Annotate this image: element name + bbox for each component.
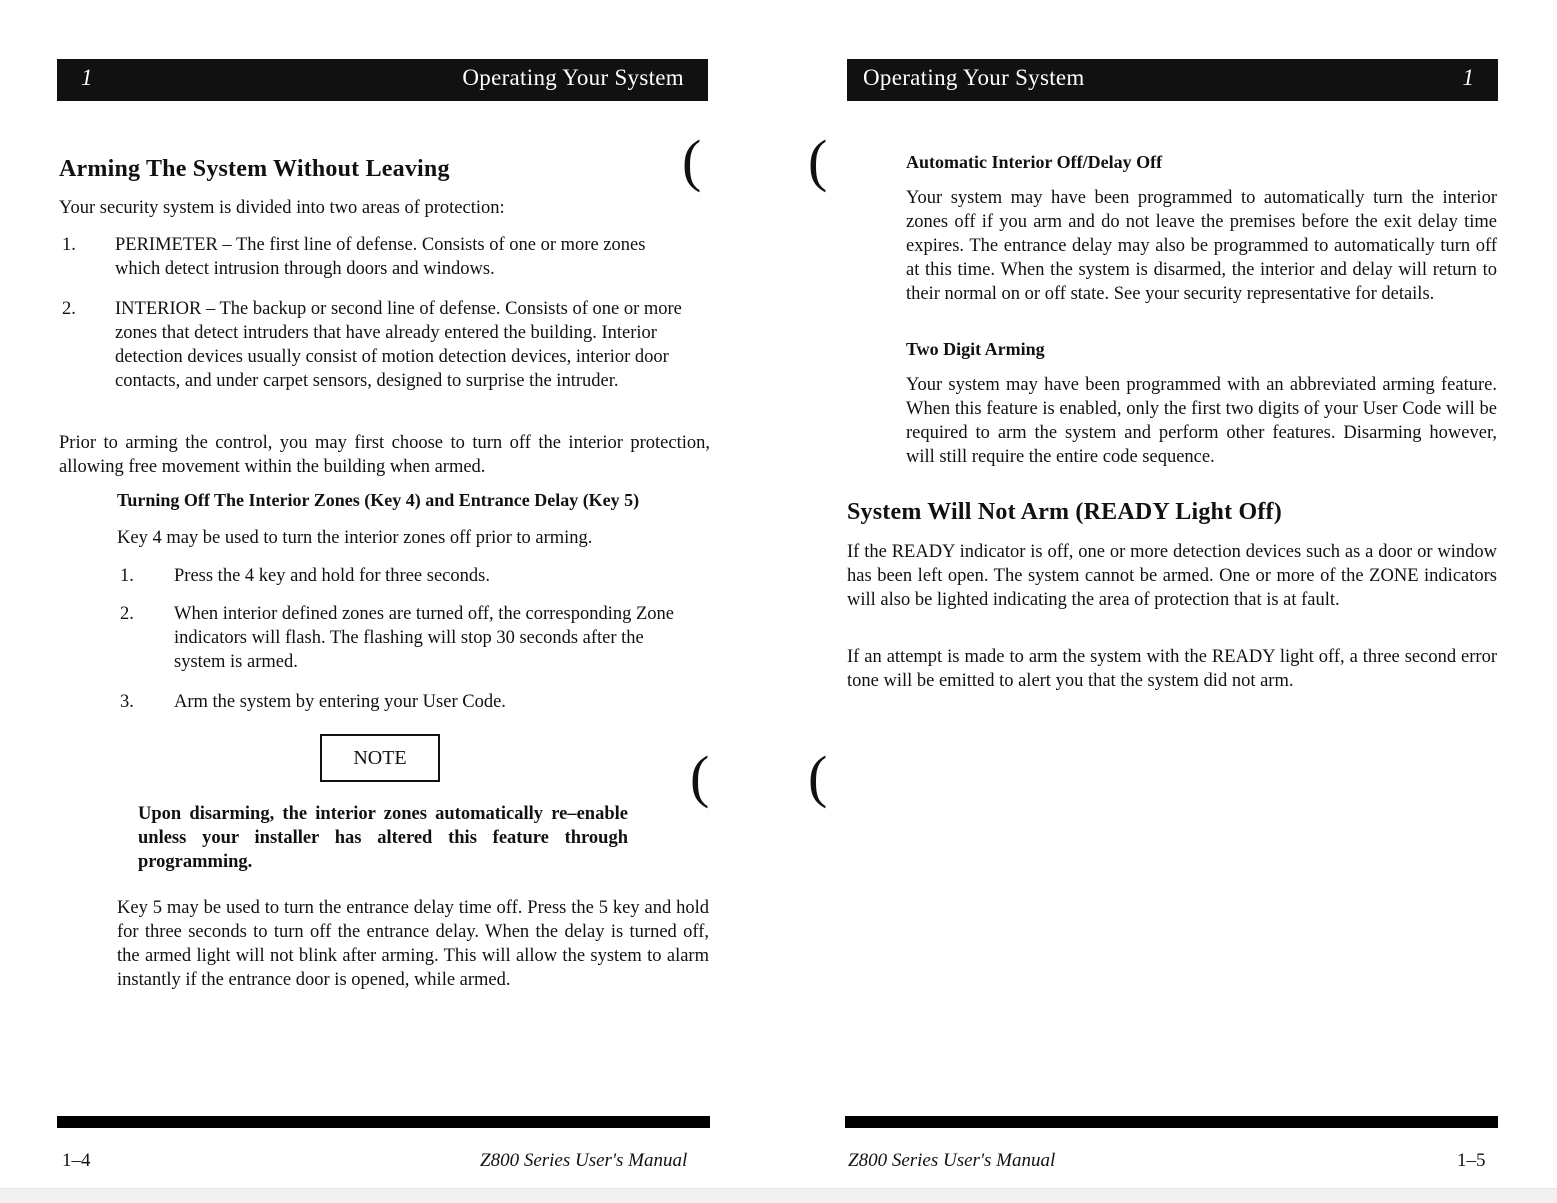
right-sub-two-digit: Two Digit Arming xyxy=(906,339,1045,359)
right-sub-auto-interior: Automatic Interior Off/Delay Off xyxy=(906,152,1163,172)
area-number: 2. xyxy=(62,299,76,319)
left-header-title: Operating Your System xyxy=(462,65,684,90)
key4-paragraph: Key 4 may be used to turn the interior zones off prior to arming. xyxy=(117,528,593,548)
step-item-3 xyxy=(120,690,680,716)
left-manual-title: Z800 Series User's Manual xyxy=(480,1150,688,1171)
left-chapter-number: 1 xyxy=(81,65,93,90)
note-box xyxy=(320,734,440,782)
step-number: 2. xyxy=(120,604,134,624)
right-footer-rule xyxy=(845,1116,1498,1128)
left-header-bar xyxy=(57,59,708,101)
right-paragraph-error-tone: If an attempt is made to arm the system with the READY light off, a three second error tone will be emitted to alert you that the system did not arm. xyxy=(847,647,1497,691)
right-page-number: 1–5 xyxy=(1457,1150,1486,1171)
scan-bottom-edge xyxy=(0,1188,1557,1203)
step-number: 3. xyxy=(120,692,134,712)
right-header-bar xyxy=(847,59,1498,101)
left-prior-paragraph: Prior to arming the control, you may first choose to turn off the interior protection, allowing free movement within the building when armed. xyxy=(59,433,710,477)
right-section-heading: System Will Not Arm (READY Light Off) xyxy=(847,499,1282,525)
step-text: When interior defined zones are turned off, the corresponding Zone indicators will flash. The flashing will stop 30 seconds after the system is armed. xyxy=(174,604,674,672)
binding-hole-mark: ( xyxy=(682,128,702,193)
left-intro: Your security system is divided into two areas of protection: xyxy=(59,198,505,218)
right-header-title: Operating Your System xyxy=(863,65,1085,90)
left-page-number: 1–4 xyxy=(62,1150,91,1171)
step-item-2 xyxy=(120,602,680,678)
area-item-perimeter xyxy=(62,233,662,283)
right-paragraph-auto-interior: Your system may have been programmed to automatically turn the interior zones off if you arm and do not leave the premises before the exit delay time expires. The entrance delay may also be programmed to automatically turn off at this time. When the system is disarmed, the interior and delay will return to their normal on or off state. See your security representative for details. xyxy=(906,188,1497,304)
left-footer-rule xyxy=(57,1116,710,1128)
binding-hole-mark: ( xyxy=(808,128,828,193)
note-text: Upon disarming, the interior zones automatically re–enable unless your installer has altered this feature through programming. xyxy=(138,804,628,872)
right-manual-title: Z800 Series User's Manual xyxy=(848,1150,1056,1171)
step-item-1 xyxy=(120,564,680,590)
key5-paragraph: Key 5 may be used to turn the entrance delay time off. Press the 5 key and hold for three seconds to turn off the entrance delay. When the delay is turned off, the armed light will not blink after arming. This will allow the system to alarm instantly if the entrance door is opened, while armed. xyxy=(117,898,709,990)
left-subheading: Turning Off The Interior Zones (Key 4) and Entrance Delay (Key 5) xyxy=(117,490,640,510)
step-text: Press the 4 key and hold for three seconds. xyxy=(174,566,490,586)
right-chapter-number: 1 xyxy=(1462,65,1474,90)
right-paragraph-two-digit: Your system may have been programmed with an abbreviated arming feature. When this feature is enabled, only the first two digits of your User Code will be required to arm the system and perform other features. Disarming however, will still require the entire code sequence. xyxy=(906,375,1497,467)
note-label: NOTE xyxy=(353,747,407,769)
binding-hole-mark: ( xyxy=(690,744,710,809)
area-text: INTERIOR – The backup or second line of defense. Consists of one or more zones that detect intruders that have already entered the building. Interior detection devices usually consist of motion detection devices, interior door contacts, and under carpet sensors, designed to surprise the intruder. xyxy=(115,299,682,391)
area-number: 1. xyxy=(62,235,76,255)
area-text: PERIMETER – The first line of defense. Consists of one or more zones which detect intrusion through doors and windows. xyxy=(115,235,646,279)
binding-hole-mark: ( xyxy=(808,744,828,809)
step-text: Arm the system by entering your User Code. xyxy=(174,692,506,712)
left-section-heading: Arming The System Without Leaving xyxy=(59,156,450,182)
step-number: 1. xyxy=(120,566,134,586)
right-paragraph-ready-off: If the READY indicator is off, one or more detection devices such as a door or window has been left open. The system cannot be armed. One or more of the ZONE indicators will also be lighted indicating the area of protection that is at fault. xyxy=(847,542,1497,610)
area-item-interior xyxy=(62,297,702,417)
